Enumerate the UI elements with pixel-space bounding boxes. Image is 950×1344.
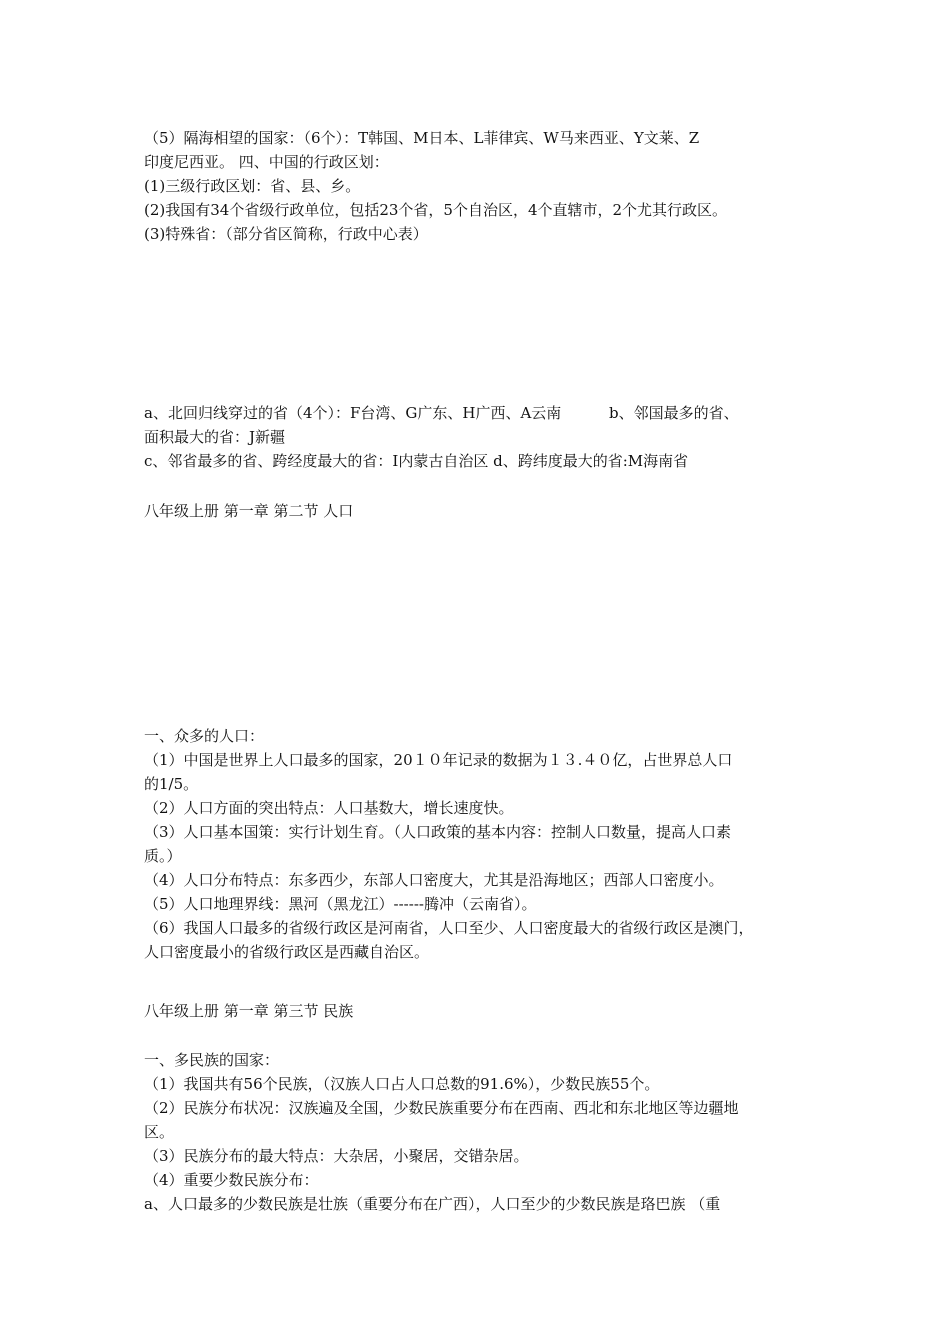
population-section [144,724,816,964]
population-heading-block [144,499,816,523]
neighbor-countries-line: （5）隔海相望的国家：（6个）：T韩国、M日本、L菲律宾、W马来西亚、Y文莱、Z [144,129,700,147]
population-line-4: （3）人口基本国策：实行计划生育。（人口政策的基本内容：控制人口数量，提高人口素 [144,823,732,841]
admin-division-section [144,126,816,246]
ethnic-heading: 八年级上册 第一章 第三节 民族 [144,1002,354,1020]
ethnic-line-3: 区。 [144,1123,175,1141]
ethnic-title: 一、多民族的国家： [144,1051,280,1069]
population-line-6: （4）人口分布特点：东多西少，东部人口密度大，尤其是沿海地区；西部人口密度小。 [144,871,724,889]
tropic-line: a、北回归线穿过的省（4个）：F台湾、G广东、H广西、A云南 b、邻国最多的省、 [144,404,739,422]
special-provinces-section [144,401,816,473]
special-provinces-line: (3)特殊省：（部分省区简称，行政中心表） [144,225,428,243]
population-line-8: （6）我国人口最多的省级行政区是河南省，人口至少、人口密度最大的省级行政区是澳门， [144,919,754,937]
population-heading: 八年级上册 第一章 第二节 人口 [144,502,354,520]
ethnic-heading-block [144,999,816,1023]
ethnic-line-4: （3）民族分布的最大特点：大杂居，小聚居，交错杂居。 [144,1147,529,1165]
ethnic-line-1: （1）我国共有56个民族，（汉族人口占人口总数的91.6%），少数民族55个。 [144,1075,660,1093]
three-level-division-line: (1)三级行政区划：省、县、乡。 [144,177,361,195]
provincial-units-line: (2)我国有34个省级行政单位，包括23个省，5个自治区，4个直辖市，2个尤其行政区。 [144,201,728,219]
ethnic-line-5: （4）重要少数民族分布： [144,1171,319,1189]
ethnic-line-2: （2）民族分布状况：汉族遍及全国，少数民族重要分布在西南、西北和东北地区等边疆地 [144,1099,739,1117]
population-title: 一、众多的人口： [144,727,265,745]
admin-division-heading-line: 印度尼西亚。 四、中国的行政区划： [144,153,389,171]
population-line-7: （5）人口地理界线：黑河（黑龙江）------腾冲（云南省）。 [144,895,537,913]
ethnic-section [144,1048,816,1216]
largest-province-line: 面积最大的省：J新疆 [144,428,286,446]
population-line-5: 质。） [144,847,182,865]
neighbor-provinces-line: c、邻省最多的省、跨经度最大的省：I内蒙古自治区 d、跨纬度最大的省:M海南省 [144,452,689,470]
population-line-3: （2）人口方面的突出特点：人口基数大，增长速度快。 [144,799,514,817]
population-line-1: （1）中国是世界上人口最多的国家，20１０年记录的数据为１３.４０亿，占世界总人口 [144,751,733,769]
population-line-2: 的1/5。 [144,775,199,793]
ethnic-line-6: a、人口最多的少数民族是壮族（重要分布在广西），人口至少的少数民族是珞巴族 （重 [144,1195,721,1213]
population-line-9: 人口密度最小的省级行政区是西藏自治区。 [144,943,430,961]
